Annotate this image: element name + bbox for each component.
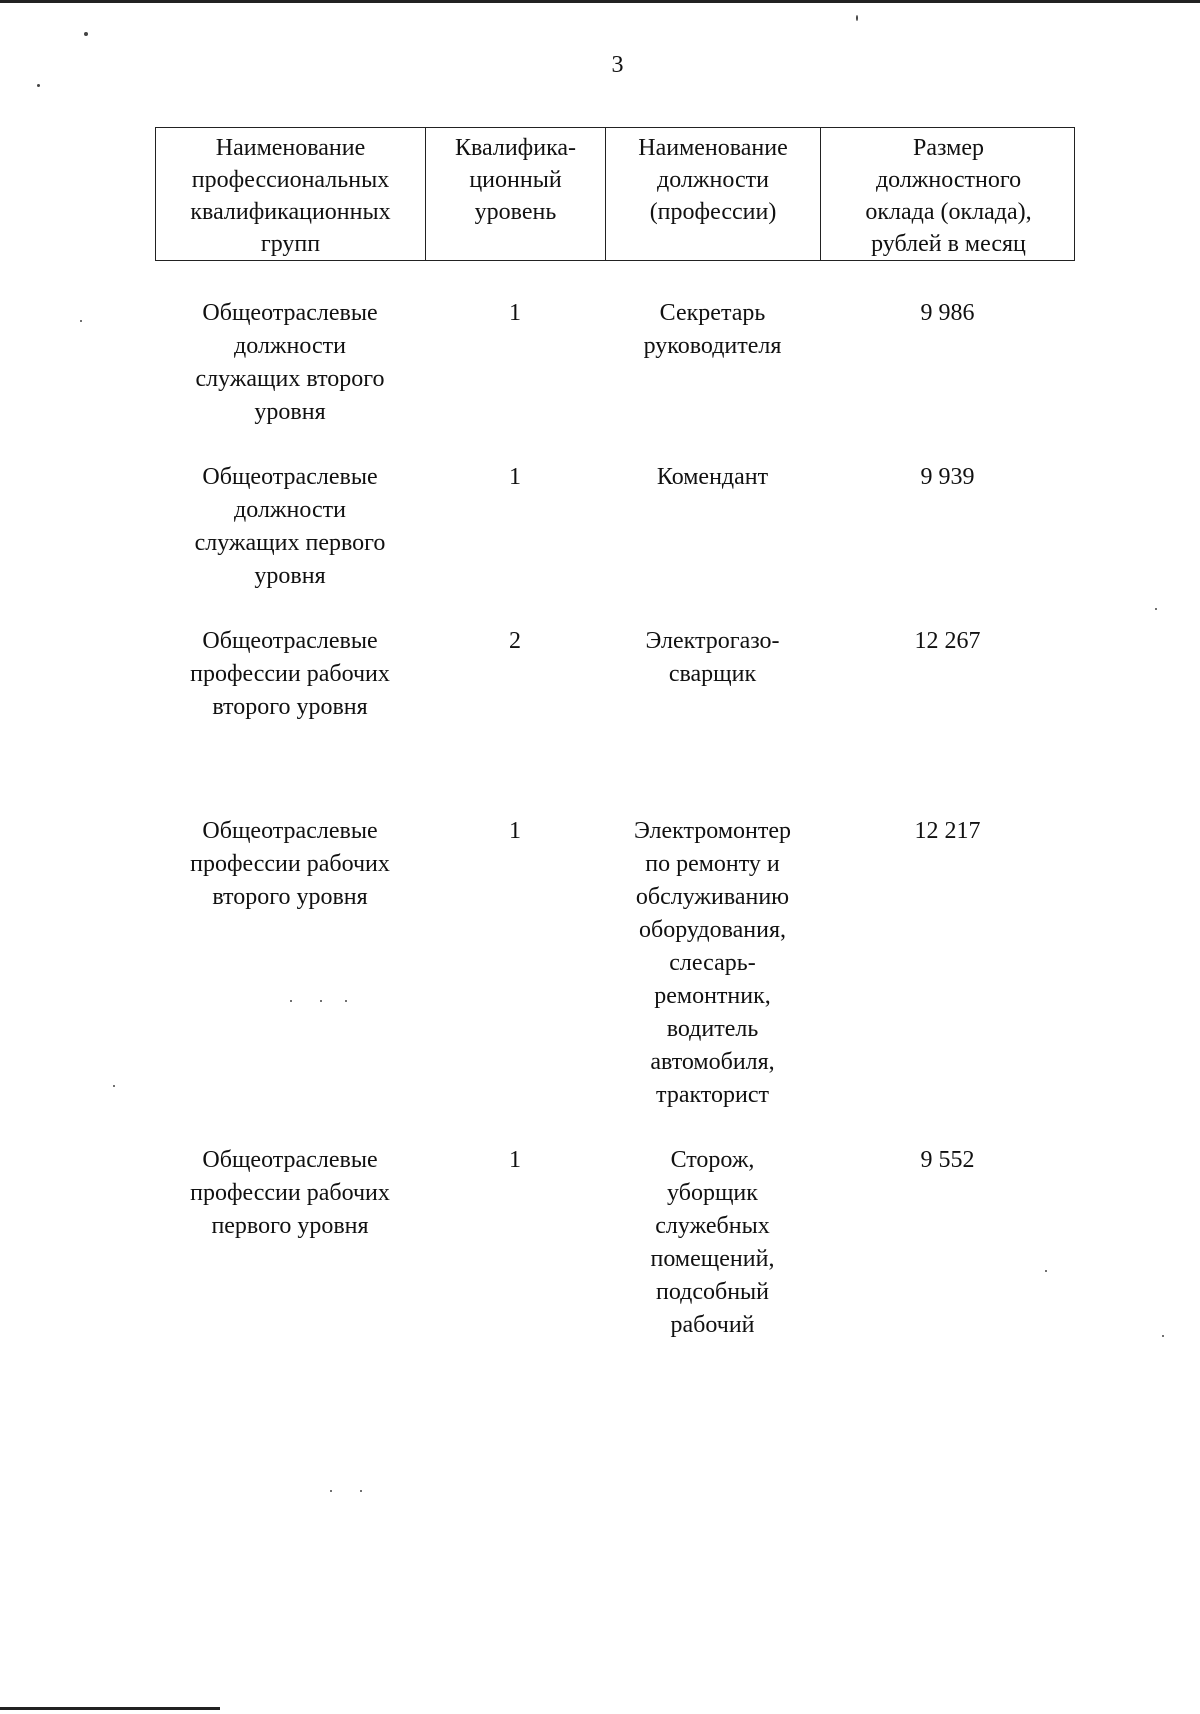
cell-level: 2 (509, 628, 521, 654)
scan-speck (84, 32, 88, 36)
scan-speck (1162, 1335, 1164, 1337)
scan-speck (80, 320, 82, 322)
cell-position: Комендант (656, 464, 769, 490)
cell-group: Общеотраслевые должности служащих второго уровня (195, 300, 385, 425)
table-row (155, 1144, 1075, 1342)
table-row (155, 461, 1075, 593)
cell-level: 1 (509, 1147, 521, 1173)
scan-speck (330, 1490, 332, 1492)
cell-group: Общеотраслевые должности служащих первого уровня (194, 464, 386, 589)
scan-border-top (0, 0, 1200, 3)
cell-salary: 9 986 (920, 300, 975, 326)
header-salary: Размер должностного оклада (оклада), рублей в месяц (865, 135, 1032, 257)
table-row (155, 815, 1075, 1112)
cell-level: 1 (509, 818, 521, 844)
header-group-name: Наименование профессиональных квалификационных групп (156, 128, 426, 260)
scan-speck (360, 1490, 362, 1492)
cell-group: Общеотраслевые профессии рабочих второго уровня (190, 818, 390, 910)
cell-position: Электромонтер по ремонту и обслуживанию оборудования, слесарь- ремонтник, водитель автомобиля, тракторист (634, 818, 791, 1108)
header-qualification-level: Квалифика- ционный уровень (426, 128, 606, 260)
table-row (155, 625, 1075, 724)
cell-salary: 9 552 (920, 1147, 975, 1173)
cell-salary: 12 267 (914, 628, 981, 654)
scan-speck (37, 84, 40, 87)
scan-speck (113, 1085, 115, 1087)
header-position-name: Наименование должности (профессии) (606, 128, 821, 260)
scan-speck (856, 15, 858, 21)
cell-salary: 9 939 (920, 464, 975, 490)
table-header (155, 127, 1075, 261)
page-number: 3 (611, 52, 624, 78)
cell-group: Общеотраслевые профессии рабочих второго уровня (190, 628, 390, 720)
table-row (155, 297, 1075, 429)
cell-level: 1 (509, 464, 521, 490)
cell-position: Электрогазо- сварщик (645, 628, 780, 687)
cell-group: Общеотраслевые профессии рабочих первого уровня (190, 1147, 390, 1239)
cell-salary: 12 217 (914, 818, 981, 844)
scan-border-bottom (0, 1707, 220, 1710)
scan-speck (1155, 608, 1157, 610)
cell-level: 1 (509, 300, 521, 326)
cell-position: Секретарь руководителя (643, 300, 782, 359)
cell-position: Сторож, уборщик служебных помещений, подсобный рабочий (650, 1147, 775, 1338)
